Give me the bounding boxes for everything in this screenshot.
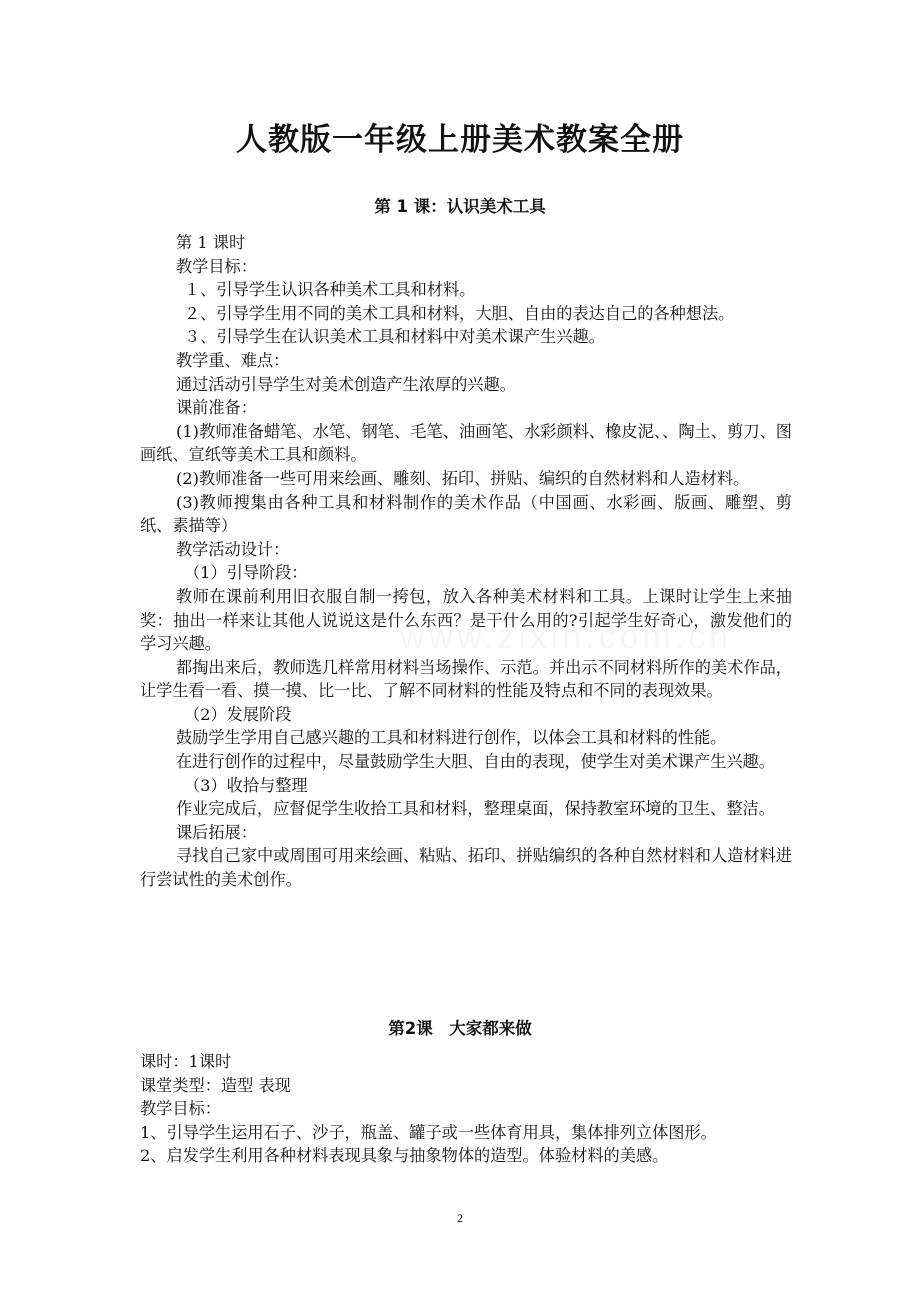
activity-design-heading: 教学活动设计： (176, 539, 290, 559)
extension-heading: 课后拓展： (176, 822, 257, 842)
stage-1-paragraph-1: 教师在课前利用旧衣服自制一挎包，放入各种美术材料和工具。上课时让学生上来抽奖：抽出一样来让其他人说说这是什么东西？是干什么用的?引起学生好奇心，激发他们的学习兴趣。 (140, 586, 792, 654)
lesson-1-title: 第 1 课：认识美术工具 (374, 197, 546, 216)
page-title: 人教版一年级上册美术教案全册 (236, 122, 684, 158)
lesson-1-body (140, 231, 792, 892)
extension-paragraph: 寻找自己家中或周围可用来绘画、粘贴、拓印、拼贴编织的各种自然材料和人造材料进行尝试性的美术创作。 (140, 846, 792, 890)
lesson-2-type: 课堂类型：造型 表现 (140, 1075, 291, 1095)
preparation-item-1: (1)教师准备蜡笔、水笔、钢笔、毛笔、油画笔、水彩颜料、橡皮泥、、陶土、剪刀、图画纸、宣纸等美术工具和颜料。 (140, 421, 792, 465)
objectives-heading: 教学目标： (176, 256, 257, 276)
preparation-item-2: (2)教师准备一些可用来绘画、雕刻、拓印、拼贴、编织的自然材料和人造材料。 (176, 468, 750, 488)
lesson-1-period: 第 1 课时 (176, 233, 246, 252)
objective-3: ３、引导学生在认识美术工具和材料中对美术课产生兴趣。 (184, 327, 605, 347)
stage-1-heading: （1）引导阶段： (184, 563, 308, 583)
lesson-2-objective-1: 1、引导学生运用石子、沙子，瓶盖、罐子或一些体育用具，集体排列立体图形。 (140, 1122, 717, 1142)
lesson-2-body (140, 1050, 792, 1168)
key-points-heading: 教学重、难点： (176, 350, 290, 370)
objective-2: ２、引导学生用不同的美术工具和材料，大胆、自由的表达自己的各种想法。 (184, 303, 735, 323)
lesson-2-title: 第2课 大家都来做 (388, 1019, 532, 1038)
lesson-2-period: 课时：1课时 (140, 1052, 232, 1071)
stage-2-paragraph-1: 鼓励学生学用自己感兴趣的工具和材料进行创作，以体会工具和材料的性能。 (176, 728, 727, 748)
preparation-heading: 课前准备： (176, 398, 257, 418)
preparation-item-3: (3)教师搜集由各种工具和材料制作的美术作品（中国画、水彩画、版画、雕塑、剪纸、素描等） (140, 492, 792, 536)
lesson-2-objectives-heading: 教学目标： (140, 1099, 221, 1119)
stage-3-heading: （3）收拾与整理 (184, 775, 308, 795)
key-points-text: 通过活动引导学生对美术创造产生浓厚的兴趣。 (176, 374, 516, 394)
stage-3-paragraph: 作业完成后，应督促学生收拾工具和材料，整理桌面，保持教室环境的卫生、整洁。 (176, 799, 775, 819)
page-number: 2 (457, 1211, 463, 1225)
stage-2-heading: （2）发展阶段 (184, 704, 292, 724)
lesson-2-objective-2: 2、启发学生利用各种材料表现具象与抽象物体的造型。体验材料的美感。 (140, 1146, 669, 1166)
stage-1-paragraph-2: 都掏出来后，教师选几样常用材料当场操作、示范。并出示不同材料所作的美术作品，让学生看一看、摸一摸、比一比、了解不同材料的性能及特点和不同的表现效果。 (140, 657, 792, 701)
stage-2-paragraph-2: 在进行创作的过程中，尽量鼓励学生大胆、自由的表现，使学生对美术课产生兴趣。 (176, 752, 775, 772)
objective-1: １、引导学生认识各种美术工具和材料。 (184, 280, 476, 300)
